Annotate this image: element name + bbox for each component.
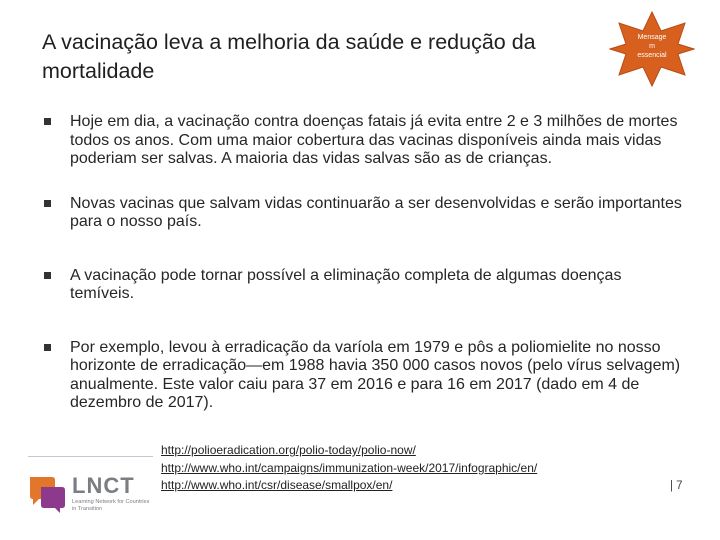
square-bullet-icon [44,344,51,351]
bullet-item [44,113,684,169]
square-bullet-icon [44,118,51,125]
badge-label-line3: essencial [637,52,667,59]
square-bullet-icon [44,272,51,279]
key-message-badge [609,11,695,87]
bullet-text: Hoje em dia, a vacinação contra doenças fatais já evita entre 2 e 3 milhões de mortes todos os anos. Com uma maior cobertura das vacinas disponíveis ainda mais vidas poderiam ser salvas. A maioria das vidas salvas são as de crianças. [70,113,678,167]
reference-link-smallpox[interactable]: http://www.who.int/csr/disease/smallpox/en/ [161,478,393,492]
lnct-logo [28,472,153,520]
bullet-item [44,195,684,232]
logo-name: LNCT [72,473,135,498]
square-bullet-icon [44,200,51,207]
badge-label-line1: Mensage [637,34,667,41]
bullet-list [44,113,684,413]
bullet-text: Novas vacinas que salvam vidas continuarão a ser desenvolvidas e serão importantes para o nosso país. [70,194,682,230]
bullet-item [44,339,684,413]
page-number: | 7 [670,480,683,492]
slide-title: A vacinação leva a melhoria da saúde e redução da mortalidade [42,30,536,83]
footer-divider [28,456,153,457]
reference-links [161,442,537,495]
reference-link-immunization-week[interactable]: http://www.who.int/campaigns/immunization-week/2017/infographic/en/ [161,460,538,475]
speech-bubbles-logo-icon [28,474,68,514]
bullet-item [44,267,684,304]
badge-label [629,33,675,60]
badge-label-line2: m [649,43,655,50]
reference-link-polio[interactable]: http://polioeradication.org/polio-today/polio-now/ [161,443,416,457]
bullet-text: Por exemplo, levou à erradicação da varíola em 1979 e pôs a poliomielite no nosso horizonte de erradicação—em 1988 havia 350 000 casos novos (pelo vírus selvagem) anualmente. Este valor caiu para 37 em 2016 e para 16 em 2017 (dado em 4 de dezembro de 2017). [70,338,681,411]
bullet-text: A vacinação pode tornar possível a eliminação completa de algumas doenças temíveis. [70,266,622,302]
logo-subtitle: Learning Network for Countries in Transition [72,499,150,512]
